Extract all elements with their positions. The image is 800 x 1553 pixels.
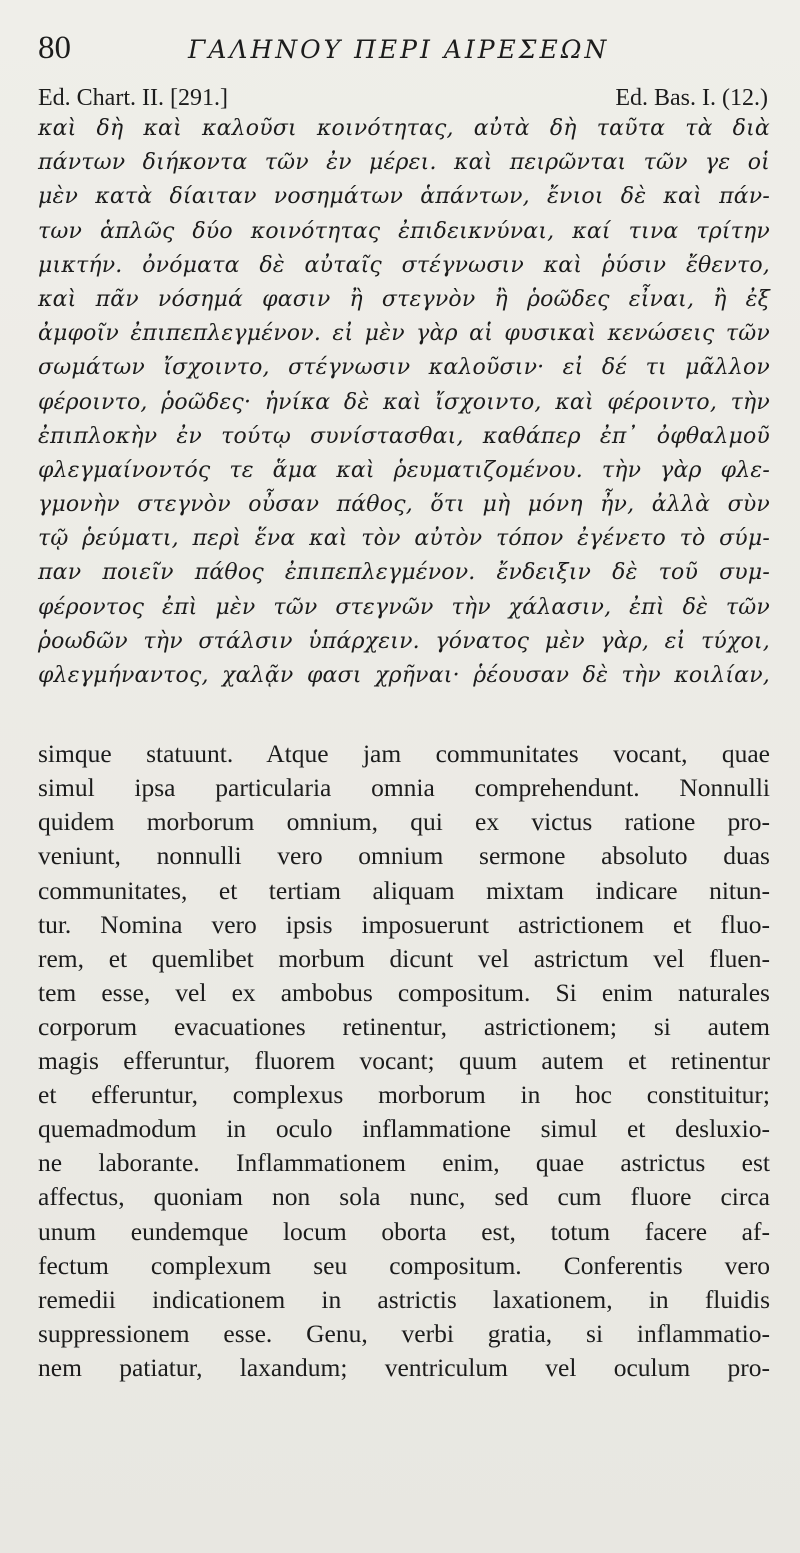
greek-text-line: τῷ ῥεύματι, περὶ ἕνα καὶ τὸν αὐτὸν τόπον ἐγένετο τὸ σύμ-	[38, 526, 770, 552]
greek-text-line: παν ποιεῖν πάθος ἐπιπεπλεγμένον. ἔνδειξιν δὲ τοῦ συμ-	[38, 560, 770, 586]
greek-text-line: ἀμφοῖν ἐπιπεπλεγμένον. εἰ μὲν γὰρ αἱ φυσικαὶ κενώσεις τῶν	[38, 321, 770, 347]
greek-text-line: πάντων διήκοντα τῶν ἐν μέρει. καὶ πειρῶνται τῶν γε οἱ	[38, 150, 770, 176]
greek-text-line: ἐπιπλοκὴν ἐν τούτῳ συνίστασθαι, καθάπερ ἐπ᾽ ὀφθαλμοῦ	[38, 423, 770, 449]
latin-text-line: rem, et quemlibet morbum dicunt vel astrictum vel fluen-	[38, 943, 770, 973]
greek-text-line: των ἁπλῶς δύο κοινότητας ἐπιδεικνύναι, καί τινα τρίτην	[38, 218, 770, 244]
greek-text-line: μικτήν. ὀνόματα δὲ αὐταῖς στέγνωσιν καὶ ῥύσιν ἔθεντο,	[38, 252, 770, 278]
latin-text-line: nem patiatur, laxandum; ventriculum vel oculum pro-	[38, 1352, 770, 1382]
greek-text-line: φέροιντο, ῥοῶδες· ἡνίκα δὲ καὶ ἴσχοιντο, καὶ φέροιντο, τὴν	[38, 389, 770, 415]
latin-text-line: quemadmodum in oculo inflammatione simul et desluxio-	[38, 1114, 770, 1144]
greek-text-line: καὶ πᾶν νόσημά φασιν ἢ στεγνὸν ἢ ῥοῶδες εἶναι, ἢ ἐξ	[38, 286, 770, 312]
edition-reference-line	[38, 74, 770, 112]
latin-text-block	[38, 737, 770, 1385]
edition-chartier-ref: Ed. Chart. II. [291.]	[38, 85, 228, 111]
latin-text-line: remedii indicationem in astrictis laxationem, in fluidis	[38, 1284, 770, 1314]
latin-text-line: suppressionem esse. Genu, verbi gratia, si inflammatio-	[38, 1318, 770, 1348]
greek-text-line: ῥοωδῶν τὴν στάλσιν ὑπάρχειν. γόνατος μὲν γὰρ, εἰ τύχοι,	[38, 628, 770, 654]
greek-text-line: φλεγμήναντος, χαλᾷν φασι χρῆναι· ῥέουσαν δὲ τὴν κοιλίαν,	[38, 663, 770, 688]
latin-text-line: corporum evacuationes retinentur, astrictionem; si autem	[38, 1011, 770, 1041]
latin-text-line: tem esse, vel ex ambobus compositum. Si enim naturales	[38, 977, 770, 1007]
latin-text-line: affectus, quoniam non sola nunc, sed cum fluore circa	[38, 1182, 770, 1212]
latin-text-line: et efferuntur, complexus morborum in hoc constituitur;	[38, 1080, 770, 1110]
latin-text-line: ne laborante. Inflammationem enim, quae astrictus est	[38, 1148, 770, 1178]
greek-text-line: φέροντος ἐπὶ μὲν τῶν στεγνῶν τὴν χάλασιν, ἐπὶ δὲ τῶν	[38, 594, 770, 620]
greek-text-line: μὲν κατὰ δίαιταν νοσημάτων ἁπάντων, ἔνιοι δὲ καὶ πάν-	[38, 184, 770, 210]
latin-text-line: tur. Nomina vero ipsis imposuerunt astrictionem et fluo-	[38, 909, 770, 939]
running-head	[38, 30, 770, 74]
greek-text-line: σωμάτων ἴσχοιντο, στέγνωσιν καλοῦσιν· εἰ δέ τι μᾶλλον	[38, 355, 770, 381]
greek-text-line: καὶ δὴ καὶ καλοῦσι κοινότητας, αὐτὰ δὴ ταῦτα τὰ διὰ	[38, 116, 770, 141]
latin-text-line: unum eundemque locum oborta est, totum facere af-	[38, 1216, 770, 1246]
greek-text-line: φλεγμαίνοντός τε ἅμα καὶ ῥευματιζομένου. τὴν γὰρ φλε-	[38, 457, 770, 483]
latin-text-line: simul ipsa particularia omnia comprehendunt. Nonnulli	[38, 773, 770, 803]
latin-text-line: simque statuunt. Atque jam communitates vocant, quae	[38, 739, 770, 769]
latin-text-line: fectum complexum seu compositum. Conferentis vero	[38, 1250, 770, 1280]
edition-basel-ref: Ed. Bas. I. (12.)	[615, 85, 768, 111]
running-title: ΓΑΛΗΝΟΥ ΠΕΡΙ ΑΙΡΕΣΕΩΝ	[188, 35, 610, 64]
latin-text-line: quidem morborum omnium, qui ex victus ratione pro-	[38, 807, 770, 837]
latin-text-line: magis efferuntur, fluorem vocant; quum autem et retinentur	[38, 1046, 770, 1076]
latin-text-line: communitates, et tertiam aliquam mixtam indicare nitun-	[38, 875, 770, 905]
greek-text-block	[38, 112, 770, 693]
section-gap	[38, 693, 770, 737]
page-number: 80	[38, 30, 71, 66]
greek-text-line: γμονὴν στεγνὸν οὖσαν πάθος, ὅτι μὴ μόνη ἦν, ἀλλὰ σὺν	[38, 492, 770, 518]
latin-text-line: veniunt, nonnulli vero omnium sermone absoluto duas	[38, 841, 770, 871]
